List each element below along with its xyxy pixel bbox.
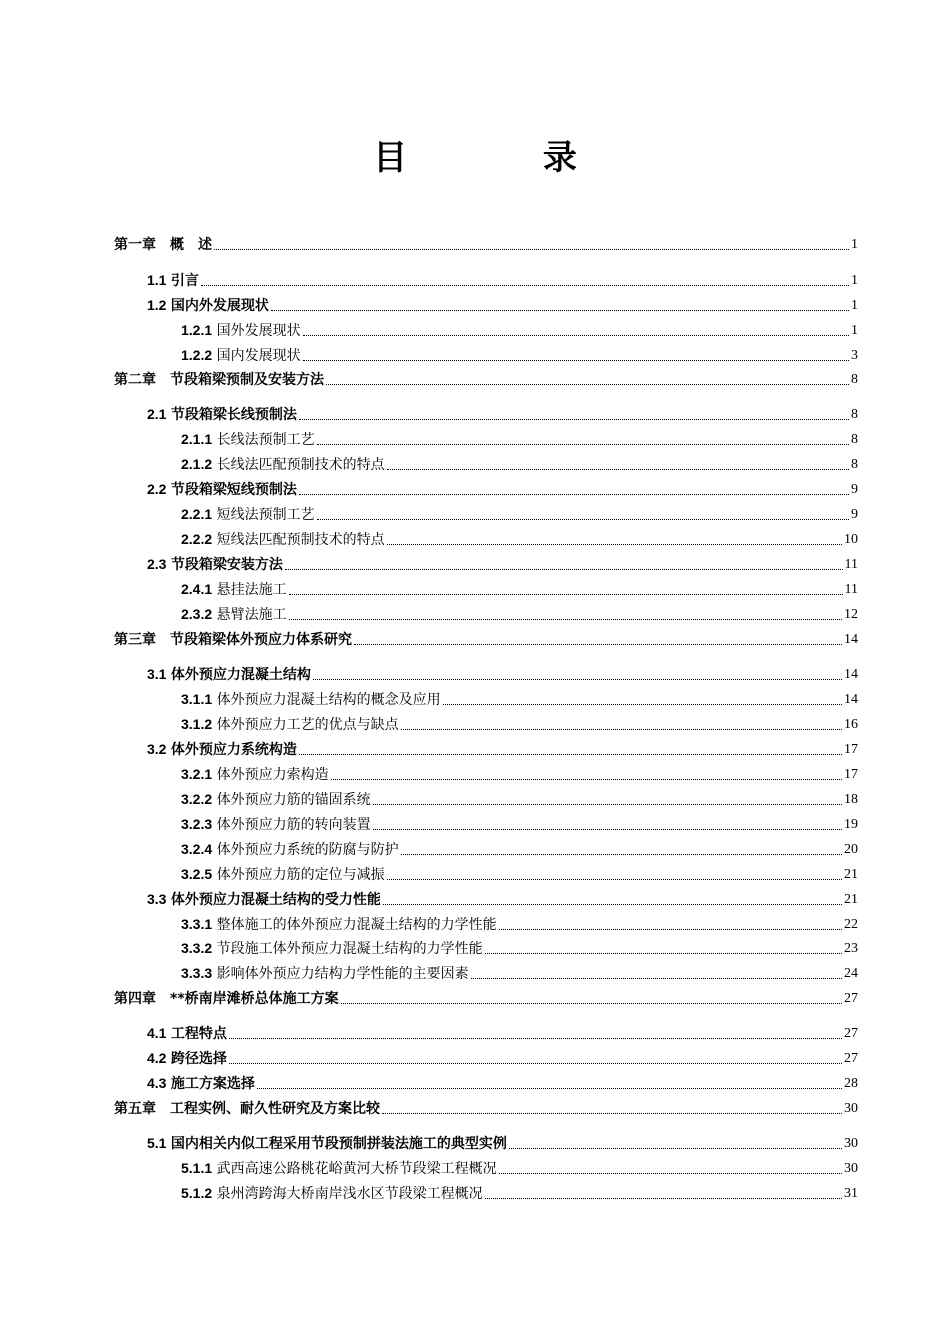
toc-page-number: 9 [851, 507, 858, 522]
toc-entry[interactable] [114, 627, 858, 649]
toc-entry-number: 第三章 [114, 632, 156, 648]
toc-entry[interactable] [147, 552, 858, 574]
toc-entry-label [114, 1100, 380, 1118]
toc-leader-dots [443, 704, 842, 705]
toc-entry-text: 节段施工体外预应力混凝土结构的力学性能 [216, 941, 483, 957]
toc-entry[interactable] [181, 812, 858, 834]
toc-entry-text: 体外预应力筋的锚固系统 [216, 792, 371, 808]
toc-entry-label [147, 740, 297, 759]
toc-leader-dots [317, 444, 849, 445]
toc-entry-label [181, 1159, 497, 1178]
toc-entry[interactable] [147, 402, 858, 424]
toc-page-number: 27 [844, 1026, 858, 1041]
toc-entry[interactable] [181, 687, 858, 709]
toc-entry[interactable] [181, 936, 858, 958]
toc-entry-number: 3.2.1 [181, 766, 213, 782]
toc-entry-number: 2.2.1 [181, 506, 213, 522]
toc-entry[interactable] [147, 293, 858, 315]
toc-leader-dots [387, 544, 842, 545]
toc-entry-label [147, 1074, 255, 1093]
toc-page-number: 1 [851, 237, 858, 252]
toc-page-number: 9 [851, 482, 858, 497]
toc-entry-label [147, 271, 199, 290]
toc-leader-dots [289, 594, 843, 595]
toc-leader-dots [387, 879, 842, 880]
toc-page-number: 8 [851, 407, 858, 422]
toc-entry-number: 2.2.2 [181, 531, 213, 547]
toc-entry[interactable] [181, 318, 858, 340]
toc-entry-text: 体外预应力索构造 [216, 767, 329, 783]
toc-entry-label [147, 555, 283, 574]
toc-leader-dots [373, 829, 842, 830]
toc-entry-label [181, 865, 385, 884]
toc-entry[interactable] [147, 268, 858, 290]
toc-entry-number: 2.3 [147, 556, 167, 572]
toc-entry[interactable] [181, 961, 858, 983]
toc-leader-dots [257, 1088, 842, 1089]
toc-leader-dots [471, 978, 842, 979]
toc-entry[interactable] [181, 427, 858, 449]
toc-entry-label [181, 939, 483, 958]
toc-page-number: 12 [844, 607, 858, 622]
toc-entry-text: 施工方案选择 [170, 1076, 255, 1092]
toc-entry-number: 1.2.2 [181, 347, 213, 363]
toc-leader-dots [499, 929, 842, 930]
toc-entry-number: 3.3.1 [181, 916, 213, 932]
page-title: 目 录 [373, 138, 639, 178]
toc-entry-label [147, 1134, 507, 1153]
toc-entry[interactable] [147, 662, 858, 684]
toc-leader-dots [229, 1038, 842, 1039]
toc-entry-number: 1.1 [147, 272, 167, 288]
toc-entry[interactable] [181, 452, 858, 474]
toc-entry-text: 长线法匹配预制技术的特点 [216, 457, 385, 473]
toc-page-number: 27 [844, 991, 858, 1006]
toc-entry[interactable] [114, 1096, 858, 1118]
toc-entry-number: 第二章 [114, 372, 156, 388]
toc-entry-number: 5.1 [147, 1135, 167, 1151]
toc-entry-text: 国外发展现状 [216, 323, 301, 339]
toc-entry[interactable] [181, 577, 858, 599]
toc-entry-number: 3.2.4 [181, 841, 213, 857]
toc-entry[interactable] [181, 912, 858, 934]
toc-leader-dots [401, 729, 842, 730]
toc-entry-text: 体外预应力工艺的优点与缺点 [216, 717, 399, 733]
toc-entry-label [181, 790, 371, 809]
toc-entry-number: 2.1.2 [181, 456, 213, 472]
toc-entry-number: 第一章 [114, 237, 156, 253]
toc-entry[interactable] [114, 367, 858, 389]
toc-entry-text: 武西高速公路桃花峪黄河大桥节段梁工程概况 [216, 1161, 497, 1177]
toc-entry-number: 4.2 [147, 1050, 167, 1066]
toc-leader-dots [285, 569, 843, 570]
toc-entry-number: 4.3 [147, 1075, 167, 1091]
toc-page-number: 8 [851, 432, 858, 447]
toc-page-number: 30 [844, 1136, 858, 1151]
toc-entry-number: 5.1.1 [181, 1160, 213, 1176]
toc-entry[interactable] [181, 762, 858, 784]
toc-entry[interactable] [147, 1046, 858, 1068]
toc-entry-label [181, 964, 469, 983]
toc-entry-text: 影响体外预应力结构力学性能的主要因素 [216, 966, 469, 982]
toc-entry-label [114, 236, 212, 254]
toc-entry[interactable] [181, 1156, 858, 1178]
toc-entry-text: 悬挂法施工 [216, 582, 287, 598]
toc-entry[interactable] [147, 887, 858, 909]
toc-entry-number: 3.2.3 [181, 816, 213, 832]
toc-entry-text: 体外预应力筋的定位与减振 [216, 867, 385, 883]
toc-entry[interactable] [181, 527, 858, 549]
toc-entry-number: 1.2 [147, 297, 167, 313]
toc-leader-dots [289, 619, 842, 620]
toc-entry-text: 节段箱梁体外预应力体系研究 [170, 632, 352, 648]
toc-entry-label [147, 1024, 227, 1043]
toc-leader-dots [485, 1198, 842, 1199]
toc-page-number: 1 [851, 323, 858, 338]
toc-entry[interactable] [147, 1071, 858, 1093]
toc-entry[interactable] [181, 1181, 858, 1203]
toc-entry-text: 节段箱梁预制及安装方法 [170, 372, 324, 388]
toc-entry-number: 1.2.1 [181, 322, 213, 338]
toc-page-number: 21 [844, 867, 858, 882]
toc-entry-label [181, 815, 371, 834]
toc-entry-text: 体外预应力混凝土结构的受力性能 [170, 892, 381, 908]
toc-entry-number: 3.2.5 [181, 866, 213, 882]
toc-page-number: 3 [851, 348, 858, 363]
toc-entry[interactable] [181, 862, 858, 884]
toc-page-number: 17 [844, 742, 858, 757]
toc-entry-number: 第四章 [114, 991, 156, 1007]
toc-entry-label [181, 840, 399, 859]
toc-page-number: 16 [844, 717, 858, 732]
toc-entry-label [181, 605, 287, 624]
toc-entry-number: 3.1.1 [181, 691, 213, 707]
toc-page-number: 23 [844, 941, 858, 956]
toc-entry-text: 工程特点 [170, 1026, 227, 1042]
toc-entry-number: 5.1.2 [181, 1185, 213, 1201]
toc-entry-text: 节段箱梁安装方法 [170, 557, 283, 573]
toc-leader-dots [303, 335, 849, 336]
toc-entry-number: 2.1 [147, 406, 167, 422]
toc-entry-text: 泉州湾跨海大桥南岸浅水区节段梁工程概况 [216, 1186, 483, 1202]
toc-leader-dots [387, 469, 849, 470]
toc-entry[interactable] [181, 837, 858, 859]
toc-entry-number: 4.1 [147, 1025, 167, 1041]
toc-page-number: 31 [844, 1186, 858, 1201]
toc-entry[interactable] [147, 1131, 858, 1153]
toc-page-number: 18 [844, 792, 858, 807]
toc-leader-dots [317, 519, 849, 520]
toc-leader-dots [341, 1003, 842, 1004]
toc-page-number: 17 [844, 767, 858, 782]
toc-page-number: 10 [844, 532, 858, 547]
toc-entry-text: **桥南岸滩桥总体施工方案 [170, 991, 339, 1007]
toc-page-number: 30 [844, 1161, 858, 1176]
toc-entry-label [147, 890, 381, 909]
toc-entry-label [114, 631, 352, 649]
toc-entry-label [181, 455, 385, 474]
toc-entry-text: 节段箱梁长线预制法 [170, 407, 297, 423]
toc-entry-text: 国内外发展现状 [170, 298, 269, 314]
toc-entry-label [181, 430, 315, 449]
toc-page-number: 8 [851, 457, 858, 472]
toc-entry-text: 跨径选择 [170, 1051, 227, 1067]
toc-page-number: 30 [844, 1101, 858, 1116]
toc-entry-label [114, 990, 339, 1008]
toc-entry-text: 长线法预制工艺 [216, 432, 315, 448]
toc-entry-text: 国内发展现状 [216, 348, 301, 364]
toc-entry-text: 国内相关内似工程采用节段预制拼装法施工的典型实例 [170, 1136, 507, 1152]
toc-page-number: 14 [844, 692, 858, 707]
toc-entry-label [181, 505, 315, 524]
toc-leader-dots [383, 904, 842, 905]
toc-entry[interactable] [147, 477, 858, 499]
toc-entry-label [181, 321, 301, 340]
toc-entry-label [147, 480, 297, 499]
toc-entry[interactable] [181, 502, 858, 524]
toc-leader-dots [382, 1113, 842, 1114]
toc-page-number: 14 [844, 667, 858, 682]
toc-leader-dots [313, 679, 842, 680]
toc-leader-dots [485, 953, 842, 954]
toc-entry-number: 3.3.2 [181, 940, 213, 956]
toc-entry-label [181, 580, 287, 599]
toc-entry-number: 3.1 [147, 666, 167, 682]
toc-entry-text: 体外预应力系统的防腐与防护 [216, 842, 399, 858]
toc-entry-label [181, 530, 385, 549]
toc-entry[interactable] [147, 1021, 858, 1043]
toc-leader-dots [401, 854, 842, 855]
toc-entry-number: 3.2.2 [181, 791, 213, 807]
toc-entry-label [181, 765, 329, 784]
toc-entry-label [147, 1049, 227, 1068]
toc-leader-dots [299, 754, 842, 755]
toc-leader-dots [326, 384, 849, 385]
toc-entry-number: 2.1.1 [181, 431, 213, 447]
toc-entry-number: 2.2 [147, 481, 167, 497]
toc-entry-text: 体外预应力混凝土结构的概念及应用 [216, 692, 441, 708]
toc-page-number: 28 [844, 1076, 858, 1091]
toc-entry-text: 工程实例、耐久性研究及方案比较 [170, 1101, 380, 1117]
toc-page-number: 20 [844, 842, 858, 857]
toc-entry-label [147, 296, 269, 315]
toc-entry-label [181, 1184, 483, 1203]
toc-entry-text: 短线法预制工艺 [216, 507, 315, 523]
toc-page-number: 14 [844, 632, 858, 647]
toc-entry[interactable] [181, 602, 858, 624]
toc-entry-text: 概 述 [170, 237, 212, 253]
toc-entry-number: 第五章 [114, 1101, 156, 1117]
toc-entry-text: 短线法匹配预制技术的特点 [216, 532, 385, 548]
toc-entry-number: 3.2 [147, 741, 167, 757]
toc-entry-text: 体外预应力筋的转向装置 [216, 817, 371, 833]
toc-leader-dots [201, 285, 849, 286]
toc-leader-dots [354, 644, 842, 645]
toc-entry-number: 3.3.3 [181, 965, 213, 981]
toc-page-number: 11 [844, 557, 858, 572]
toc-entry-label [181, 715, 399, 734]
toc-page-number: 1 [851, 273, 858, 288]
toc-entry-number: 2.3.2 [181, 606, 213, 622]
toc-entry[interactable] [114, 232, 858, 254]
toc-entry-number: 3.1.2 [181, 716, 213, 732]
toc-page-number: 22 [844, 917, 858, 932]
toc-entry-text: 体外预应力系统构造 [170, 742, 297, 758]
toc-entry[interactable] [147, 737, 858, 759]
toc-entry-text: 悬臂法施工 [216, 607, 287, 623]
toc-entry-number: 3.3 [147, 891, 167, 907]
toc-entry-label [147, 665, 311, 684]
toc-page-number: 11 [844, 582, 858, 597]
toc-leader-dots [299, 494, 849, 495]
toc-leader-dots [499, 1173, 842, 1174]
toc-page-number: 8 [851, 372, 858, 387]
toc-leader-dots [229, 1063, 842, 1064]
toc-page-number: 27 [844, 1051, 858, 1066]
toc-entry-label [147, 405, 297, 424]
toc-leader-dots [299, 419, 849, 420]
toc-entry[interactable] [181, 712, 858, 734]
toc-entry-text: 引言 [170, 273, 199, 289]
toc-leader-dots [271, 310, 849, 311]
toc-entry-text: 整体施工的体外预应力混凝土结构的力学性能 [216, 917, 497, 933]
toc-entry-text: 节段箱梁短线预制法 [170, 482, 297, 498]
toc-entry-label [114, 371, 324, 389]
toc-entry-text: 体外预应力混凝土结构 [170, 667, 311, 683]
toc-entry-label [181, 915, 497, 934]
toc-leader-dots [331, 779, 842, 780]
toc-page-number: 1 [851, 298, 858, 313]
toc-page-number: 24 [844, 966, 858, 981]
toc-page-number: 19 [844, 817, 858, 832]
toc-entry-number: 2.4.1 [181, 581, 213, 597]
toc-entry-label [181, 346, 301, 365]
toc-leader-dots [509, 1148, 842, 1149]
toc-leader-dots [373, 804, 842, 805]
toc-entry[interactable] [181, 787, 858, 809]
toc-entry[interactable] [114, 986, 858, 1008]
toc-entry[interactable] [181, 343, 858, 365]
toc-page-number: 21 [844, 892, 858, 907]
toc-entry-label [181, 690, 441, 709]
toc-leader-dots [303, 360, 849, 361]
toc-leader-dots [214, 249, 849, 250]
